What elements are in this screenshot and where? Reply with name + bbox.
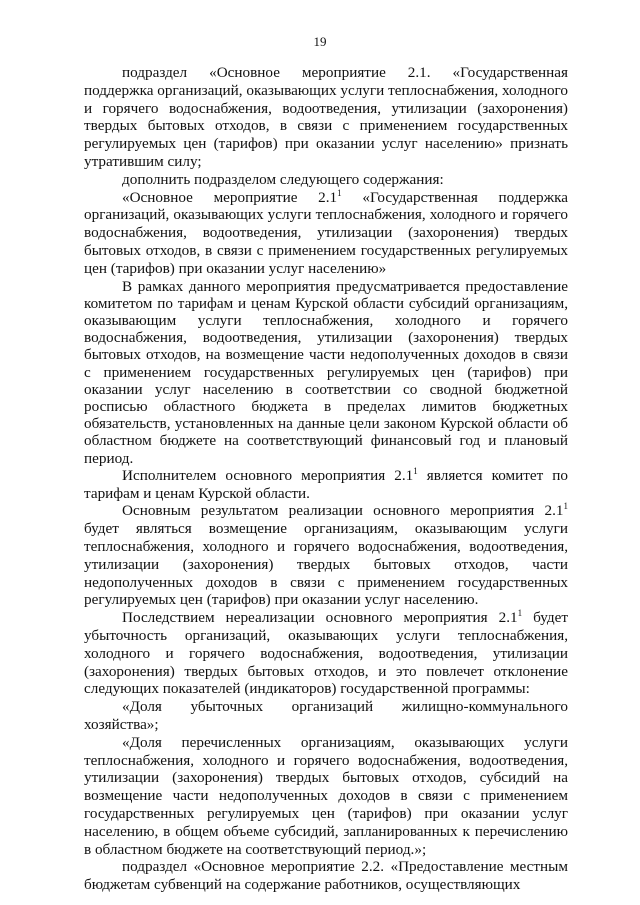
paragraph-measure-2-1-1-title: «Основное мероприятие $2.1^1$ «Государственная поддержка организаций, оказывающих услуги теплоснабжения, холодного и горячего водоснабжения, водоотведения, утилизации (захоронения) твердых бытовых отходов, в связи с применением государственных регулируемых цен (тарифов) при оказании услуг населению» <box>84 187 568 277</box>
paragraph-indicator-2: «Доля перечисленных организациям, оказывающих услуги теплоснабжения, холодного и горячего водоснабжения, водоотведения, утилизации (захоронения) твердых бытовых отходов, субсидий на возмещение части недополученных доходов в связи с применением государственных регулируемых цен (тарифов) при оказании услуг населению, в общем объеме субсидий, запланированных к перечислению в областном бюджете на соответствующий период.»; <box>84 733 568 858</box>
paragraph-add-subsection: дополнить подразделом следующего содержания: <box>122 170 444 188</box>
page-number: 19 <box>313 34 327 49</box>
body-text <box>84 64 568 894</box>
paragraph-indicator-1: «Доля убыточных организаций жилищно-коммунального хозяйства»; <box>84 698 568 733</box>
paragraph-executor: Исполнителем основного мероприятия $2.1^1$ является комитет по тарифам и ценам Курской области. <box>84 465 568 502</box>
paragraph-main-result: Основным результатом реализации основного мероприятия $2.1^1$ будет являться возмещение организациям, оказывающим услуги теплоснабжения, холодного и горячего водоснабжения, водоотведения, утилизации (захоронения) твердых бытовых отходов, части недополученных доходов в связи с применением государственных регулируемых цен (тарифов) при оказании услуг населению. <box>84 501 568 609</box>
superscript-one: 1 <box>337 187 342 198</box>
paragraph-subsection-2-2: подраздел «Основное мероприятие 2.2. «Предоставление местным бюджетам субвенций на содержание работников, осуществляющих <box>84 858 568 894</box>
paragraph-repeal-2-1: подраздел «Основное мероприятие 2.1. «Государственная поддержка организаций, оказывающих услуги теплоснабжения, холодного и горячего водоснабжения, водоотведения, утилизации (захоронения) твердых бытовых отходов, в связи с применением государственных регулируемых цен (тарифов) при оказании услуг населению» признать утратившим силу; <box>84 64 568 170</box>
paragraph-measure-description: В рамках данного мероприятия предусматривается предоставление комитетом по тарифам и ценам Курской области субсидий организациям, оказывающим услуги теплоснабжения, холодного и горячего водоснабжения, водоотведения, утилизации (захоронения) твердых бытовых отходов, на возмещение части недополученных доходов в связи с применением государственных регулируемых цен (тарифов) при оказании услуг населению в соответствии со сводной бюджетной росписью областного бюджета в пределах лимитов бюджетных обязательств, установленных на данные цели законом Курской области об областном бюджете на соответствующий финансовый год и плановый период. <box>84 277 568 467</box>
superscript-one: 1 <box>517 608 523 619</box>
superscript-one: 1 <box>563 501 568 512</box>
paragraph-consequence: Последствием нереализации основного мероприятия $2.1^1$ будет убыточность организаций, оказывающих услуги теплоснабжения, холодного и горячего водоснабжения, водоотведения, утилизации (захоронения) твердых бытовых отходов, и это повлечет отклонение следующих показателей (индикаторов) государственной программы: <box>84 608 568 698</box>
superscript-one: 1 <box>413 465 418 476</box>
